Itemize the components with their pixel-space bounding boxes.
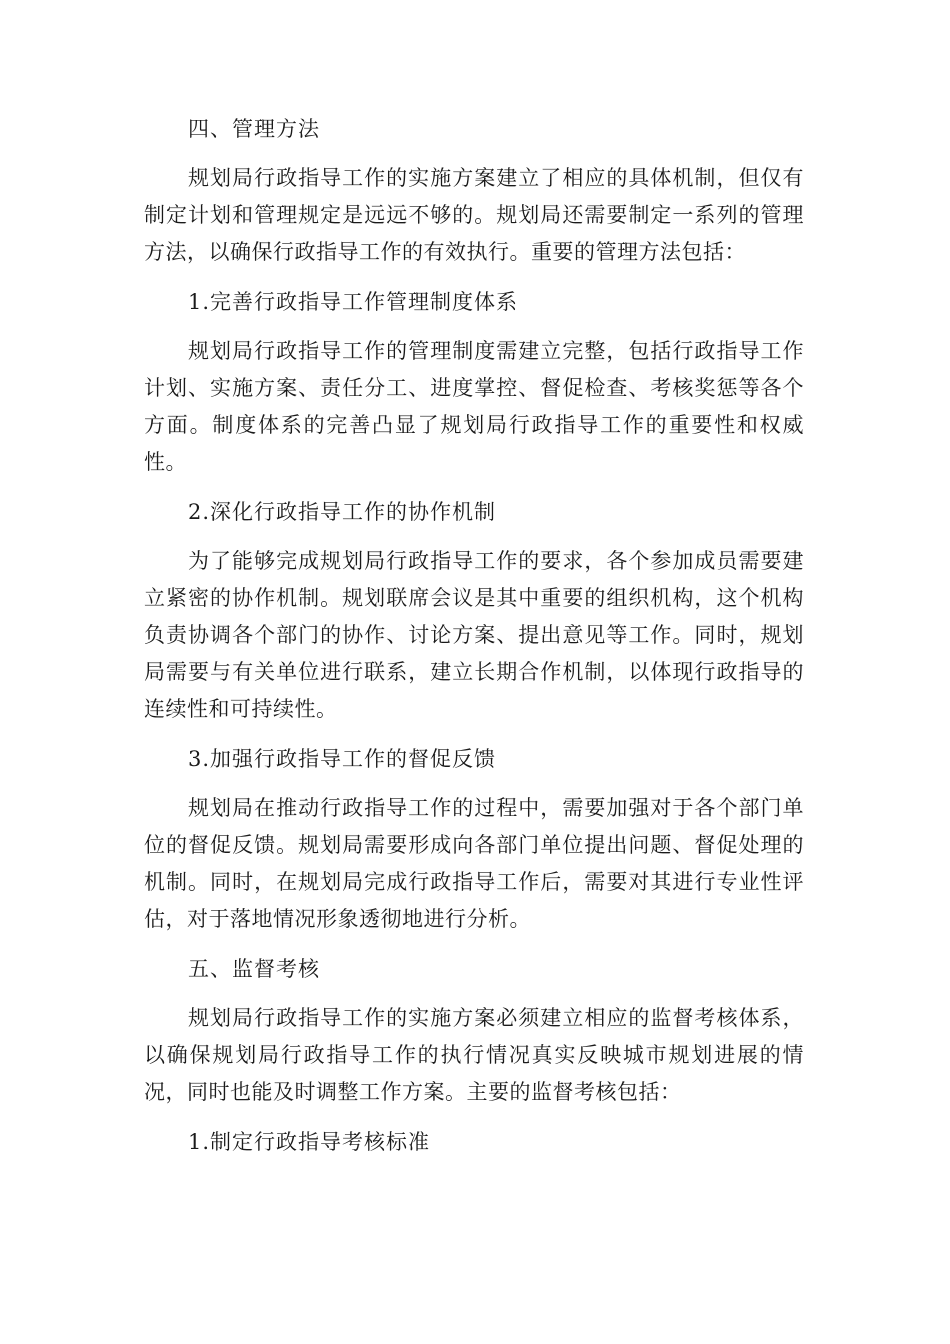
subheading-supervision-item-1: 1.制定行政指导考核标准 (188, 1130, 431, 1154)
section-heading-supervision: 五、监督考核 (188, 957, 320, 981)
paragraph-supervision-intro: 规划局行政指导工作的实施方案必须建立相应的监督考核体系，以确保规划局行政指导工作的执行情况真实反映城市规划进展的情况，同时也能及时调整工作方案。主要的监督考核包括： (144, 1006, 804, 1104)
paragraph-item-2: 为了能够完成规划局行政指导工作的要求，各个参加成员需要建立紧密的协作机制。规划联席会议是其中重要的组织机构，这个机构负责协调各个部门的协作、讨论方案、提出意见等工作。同时，规划局需要与有关单位进行联系，建立长期合作机制，以体现行政指导的连续性和可持续性。 (144, 549, 804, 721)
paragraph-item-1: 规划局行政指导工作的管理制度需建立完整，包括行政指导工作计划、实施方案、责任分工、进度掌控、督促检查、考核奖惩等各个方面。制度体系的完善凸显了规划局行政指导工作的重要性和权威性。 (144, 339, 804, 474)
subheading-item-1: 1.完善行政指导工作管理制度体系 (188, 290, 519, 314)
paragraph-item-3: 规划局在推动行政指导工作的过程中，需要加强对于各个部门单位的督促反馈。规划局需要形成向各部门单位提出问题、督促处理的机制。同时，在规划局完成行政指导工作后，需要对其进行专业性评估，对于落地情况形象透彻地进行分析。 (144, 796, 804, 931)
section-heading-management-methods: 四、管理方法 (188, 117, 320, 141)
subheading-item-2: 2.深化行政指导工作的协作机制 (188, 500, 497, 524)
paragraph-management-intro: 规划局行政指导工作的实施方案建立了相应的具体机制，但仅有制定计划和管理规定是远远不够的。规划局还需要制定一系列的管理方法，以确保行政指导工作的有效执行。重要的管理方法包括： (144, 166, 804, 264)
subheading-item-3: 3.加强行政指导工作的督促反馈 (188, 747, 497, 771)
document-body (144, 110, 804, 1161)
